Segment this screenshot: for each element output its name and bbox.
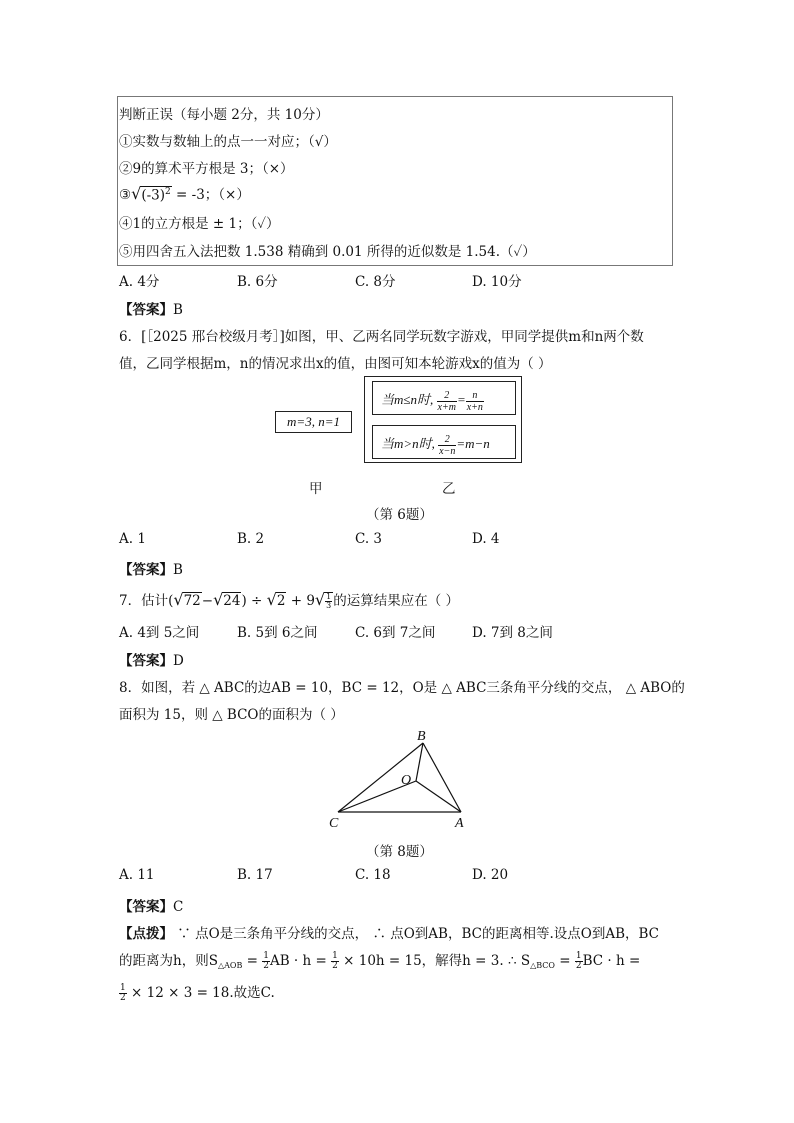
sqrt-symbol: √ (266, 590, 277, 609)
frac-num: 1 (332, 951, 338, 961)
subscript-bco: △BCO (530, 961, 555, 970)
q5-item-3-suffix: = -3；（×） (171, 187, 250, 203)
q6-label-jia: 甲 (309, 481, 323, 497)
frac-num: 2 (437, 390, 457, 402)
q8-stem-line1: 8．如图，若 △ ABC的边AB = 10，BC = 12，O是 △ ABC三条角平分线的交点， △ ABO的 (119, 680, 685, 696)
radicand-frac (324, 592, 333, 610)
answer-label: 【答案】 (119, 562, 173, 578)
q8-option-a: A. 11 (119, 867, 155, 883)
frac-num: n (466, 390, 484, 402)
frac-den: 2 (120, 993, 126, 1003)
q6-stem-line1: 6．[［2025 邢台校级月考］]如图，甲、乙两名同学玩数字游戏，甲同学提供m和n两个数 (119, 329, 644, 345)
q8-option-c: C. 18 (355, 867, 391, 883)
frac-num: 2 (438, 434, 456, 446)
q6-condition-1-content (381, 389, 484, 413)
radicand-24: 24 (223, 593, 241, 609)
hint-text-2a: 的距离为h，则S (119, 953, 218, 969)
q6-option-d: D. 4 (472, 531, 500, 547)
hint-label: 【点拨】 (119, 926, 173, 942)
frac-den: x+m (437, 401, 456, 413)
q6-option-a: A. 1 (119, 531, 146, 547)
q7-prefix: 7．估计( (119, 593, 174, 609)
label-b: B (417, 729, 426, 744)
q7-stem (119, 589, 459, 610)
answer-value: C (173, 899, 184, 915)
answer-label: 【答案】 (119, 653, 173, 669)
hint-text-3: × 12 × 3 = 18.故选C. (126, 985, 275, 1001)
q8-triangle-figure (320, 725, 480, 835)
hint-text-2b: = (242, 953, 263, 969)
q6-option-b: B. 2 (237, 531, 265, 547)
frac-num: 1 (263, 951, 269, 961)
plus-part: + 9 (286, 593, 315, 609)
frac-num: 1 (120, 983, 126, 993)
q8-option-b: B. 17 (237, 867, 273, 883)
q5-option-c: C. 8分 (355, 274, 396, 290)
q5-item-3 (119, 183, 250, 203)
q8-caption: （第 8题） (366, 844, 433, 860)
q7-option-d: D. 7到 8之间 (472, 625, 553, 641)
hint-text-1: ∵ 点O是三条角平分线的交点， ∴ 点O到AB，BC的距离相等.设点O到AB，BC (173, 926, 659, 942)
frac-half (575, 952, 583, 971)
answer-value: B (173, 562, 183, 578)
answer-value: B (173, 302, 183, 318)
hint-text-2e: = (554, 953, 575, 969)
segment-oa (416, 781, 461, 812)
answer-label: 【答案】 (119, 302, 173, 318)
cond1-frac1 (437, 390, 457, 413)
q5-item-5: ⑤用四舍五入法把数 1.538 精确到 0.01 所得的近似数是 1.54.（✓） (119, 244, 536, 260)
q5-item-3-radicand (140, 186, 171, 204)
cond1-eq: = (456, 392, 466, 407)
q8-hint-line3 (119, 981, 275, 1003)
q6-condition-1 (372, 381, 516, 415)
answer-label: 【答案】 (119, 899, 173, 915)
cond2-text: 当m>n时, (381, 436, 435, 451)
cond1-frac2 (466, 390, 484, 413)
hint-text-2c: AB · h = (269, 953, 332, 969)
q5-item-4: ④1的立方根是 ± 1；（✓） (119, 216, 280, 232)
q8-hint-line1 (119, 922, 659, 942)
q5-option-a: A. 4分 (119, 274, 160, 290)
q6-condition-2-content (381, 433, 490, 457)
q7-suffix: 的运算结果应在（ ） (333, 593, 459, 609)
q8-hint-line2 (119, 949, 640, 971)
q6-condition-2 (372, 425, 516, 459)
q5-header: 判断正误（每小题 2分，共 10分） (119, 107, 329, 123)
cond1-text: 当m≤n时, (381, 392, 434, 407)
frac-num: 1 (575, 951, 582, 961)
q6-option-c: C. 3 (355, 531, 383, 547)
q5-item-3-prefix: ③ (119, 187, 132, 203)
q8-option-d: D. 20 (472, 867, 509, 883)
q5-option-d: D. 10分 (472, 274, 522, 290)
q6-answer (119, 558, 183, 578)
q5-item-1: ①实数与数轴上的点一一对应；（√） (119, 134, 337, 150)
frac-den: 2 (332, 961, 338, 971)
frac-den: 3 (326, 601, 332, 610)
label-o: O (401, 773, 412, 788)
q5-option-b: B. 6分 (237, 274, 278, 290)
divide-part: ) ÷ (241, 593, 267, 609)
q7-option-b: B. 5到 6之间 (237, 625, 318, 641)
radicand-2: 2 (276, 593, 286, 609)
hint-text-2d: × 10h = 15，解得h = 3. ∴ S (338, 953, 531, 969)
q7-answer (119, 649, 184, 669)
frac-half (331, 952, 339, 971)
subscript-aob: △AOB (217, 961, 243, 970)
frac-den: 2 (263, 961, 269, 971)
edge-ba (423, 743, 461, 812)
frac-half (119, 984, 127, 1003)
minus-sign: − (201, 593, 214, 609)
frac-den: x+n (466, 401, 483, 413)
q6-caption: （第 6题） (366, 507, 433, 523)
frac-num: 1 (326, 592, 332, 601)
q8-answer (119, 895, 183, 915)
q6-stem-line2: 值，乙同学根据m，n的情况求出x的值，由图可知本轮游戏x的值为（ ） (119, 356, 552, 372)
q7-option-a: A. 4到 5之间 (119, 625, 200, 641)
sqrt-symbol: √ (213, 590, 224, 609)
cond2-frac (438, 434, 456, 457)
segment-ob (416, 743, 423, 781)
q6-label-yi: 乙 (442, 481, 456, 497)
hint-text-2f: BC · h = (582, 953, 641, 969)
sqrt-symbol: √ (314, 590, 326, 609)
label-c: C (329, 816, 339, 831)
sqrt-symbol: √ (131, 184, 142, 203)
exponent: 2 (165, 186, 171, 197)
frac-half (262, 952, 270, 971)
q5-answer (119, 298, 183, 318)
frac-den: 2 (575, 961, 582, 971)
label-a: A (455, 816, 464, 831)
q6-yi-box (364, 376, 522, 463)
answer-value: D (173, 653, 184, 669)
q6-jia-box: m=3, n=1 (275, 411, 352, 433)
q7-option-c: C. 6到 7之间 (355, 625, 436, 641)
radicand-text: (-3) (141, 187, 165, 203)
frac-den: x−n (439, 445, 456, 457)
radicand-72: 72 (183, 593, 201, 609)
sqrt-symbol: √ (173, 590, 184, 609)
q5-item-2: ②9的算术平方根是 3；（×） (119, 161, 294, 177)
q8-stem-line2: 面积为 15，则 △ BCO的面积为（ ） (119, 707, 344, 723)
cond2-rhs: =m−n (456, 436, 490, 451)
frac-one-third (325, 593, 332, 610)
